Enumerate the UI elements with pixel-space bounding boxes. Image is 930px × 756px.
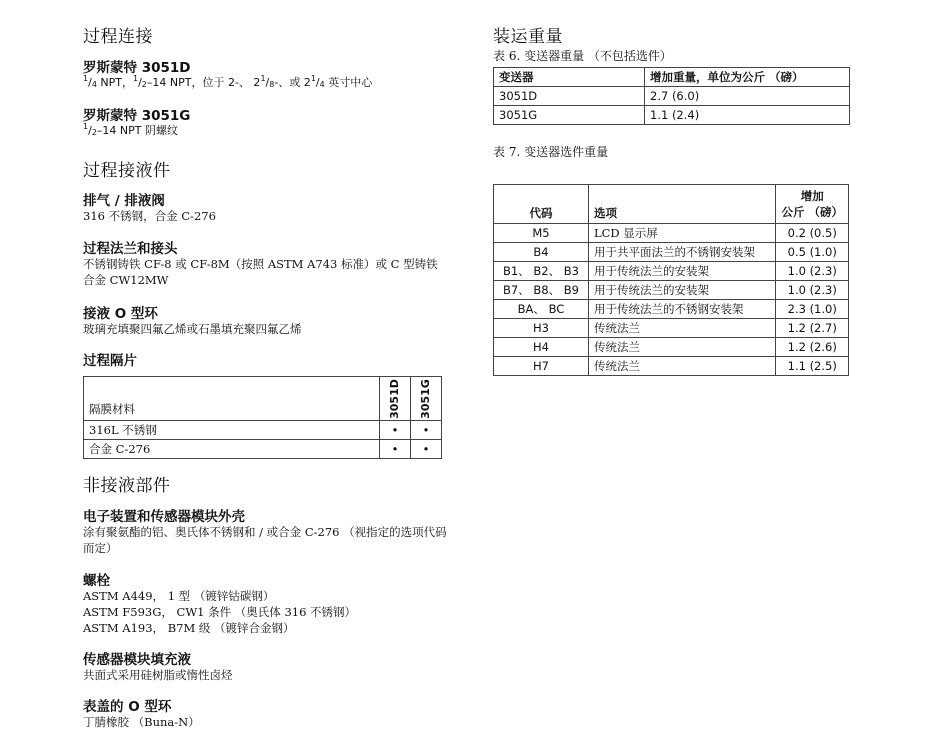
weight-cell: 1.2 (2.7) xyxy=(776,319,849,338)
option-cell: 用于传统法兰的不锈钢安装架 xyxy=(589,300,776,319)
option-header: 选项 xyxy=(589,185,776,224)
material-cell: 合金 C-276 xyxy=(84,440,380,459)
diaphragm-material-header: 隔膜材料 xyxy=(84,377,380,421)
table-header-row xyxy=(494,185,849,224)
wetted-parts-heading: 过程接液件 xyxy=(83,161,171,181)
code-header: 代码 xyxy=(494,185,589,224)
3051d-connection-text: $^1/_4$ NPT，$^1/_2-14$ NPT，位于 2-、 $2^1/_8-$、或 $2^1/_4$ 英寸中心 xyxy=(83,74,373,89)
3051g-connection-text: $^1/_2-14$ NPT 阴螺纹 xyxy=(83,122,178,137)
3051g-heading: 罗斯蒙特 3051G xyxy=(83,108,191,124)
weight-cell: 1.2 (2.6) xyxy=(776,338,849,357)
option-cell: 传统法兰 xyxy=(589,319,776,338)
option-cell: 用于传统法兰的安装架 xyxy=(589,262,776,281)
option-cell: LCD 显示屏 xyxy=(589,224,776,243)
shipping-weight-heading: 装运重量 xyxy=(493,27,563,47)
table-row xyxy=(494,300,849,319)
bullet-cell: • xyxy=(380,440,411,459)
housing-text: 涂有聚氨酯的铝、奥氏体不锈钢和 / 或合金 C-276 （视指定的选项代码而定） xyxy=(83,525,447,555)
code-cell: BA、 BC xyxy=(494,300,589,319)
process-connection-heading: 过程连接 xyxy=(83,27,153,47)
bullet-cell: • xyxy=(380,421,411,440)
table-header-row xyxy=(494,68,850,87)
transmitter-cell: 3051D xyxy=(494,87,645,106)
flange-text: 不锈钢铸铁 CF-8 或 CF-8M（按照 ASTM A743 标准）或 C 型铸铁合金 CW12MW xyxy=(83,257,438,287)
bolt-line: ASTM A449， 1 型 （镀锌钴碳钢） xyxy=(83,589,275,603)
non-wetted-heading: 非接液部件 xyxy=(83,476,171,496)
option-cell: 用于共平面法兰的不锈钢安装架 xyxy=(589,243,776,262)
table-row xyxy=(494,106,850,125)
table-header-row xyxy=(84,377,442,421)
weight-cell: 2.3 (1.0) xyxy=(776,300,849,319)
3051g-column-header: 3051G xyxy=(411,377,442,421)
table-row xyxy=(84,440,442,459)
3051d-heading: 罗斯蒙特 3051D xyxy=(83,60,191,76)
fill-fluid-text: 共面式采用硅树脂或惰性卤烃 xyxy=(83,668,233,682)
weight-cell: 1.0 (2.3) xyxy=(776,262,849,281)
cover-oring-heading: 表盖的 O 型环 xyxy=(83,699,172,715)
code-cell: B7、 B8、 B9 xyxy=(494,281,589,300)
code-cell: H3 xyxy=(494,319,589,338)
vent-drain-text: 316 不锈钢，合金 C-276 xyxy=(83,209,216,223)
bullet-cell: • xyxy=(411,421,442,440)
wetted-oring-heading: 接液 O 型环 xyxy=(83,306,158,322)
table6-caption: 表 6. 变送器重量 （不包括选件） xyxy=(493,49,672,63)
table-row xyxy=(494,281,849,300)
code-cell: M5 xyxy=(494,224,589,243)
added-kg-header: 增加 公斤 （磅） xyxy=(776,185,849,224)
table-row xyxy=(494,262,849,281)
transmitter-weight-table xyxy=(493,67,850,125)
bolt-line: ASTM F593G， CW1 条件 （奥氏体 316 不锈钢） xyxy=(83,605,357,619)
option-cell: 用于传统法兰的安装架 xyxy=(589,281,776,300)
diaphragm-heading: 过程隔片 xyxy=(83,353,137,369)
housing-heading: 电子装置和传感器模块外壳 xyxy=(83,509,245,525)
option-cell: 传统法兰 xyxy=(589,338,776,357)
diaphragm-table xyxy=(83,376,442,459)
code-cell: H7 xyxy=(494,357,589,376)
weight-cell: 0.5 (1.0) xyxy=(776,243,849,262)
code-cell: B1、 B2、 B3 xyxy=(494,262,589,281)
code-cell: B4 xyxy=(494,243,589,262)
cover-oring-text: 丁腈橡胶 （Buna-N） xyxy=(83,715,200,729)
table-row xyxy=(494,357,849,376)
3051d-column-header: 3051D xyxy=(380,377,411,421)
flange-heading: 过程法兰和接头 xyxy=(83,241,178,257)
material-cell: 316L 不锈钢 xyxy=(84,421,380,440)
bolt-line: ASTM A193， B7M 级 （镀锌合金钢） xyxy=(83,621,295,635)
bolts-heading: 螺栓 xyxy=(83,573,110,589)
added-weight-header: 增加重量，单位为公斤 （磅） xyxy=(645,68,850,87)
transmitter-cell: 3051G xyxy=(494,106,645,125)
fill-fluid-heading: 传感器模块填充液 xyxy=(83,652,191,668)
weight-cell: 1.1 (2.4) xyxy=(645,106,850,125)
table-row xyxy=(494,87,850,106)
option-cell: 传统法兰 xyxy=(589,357,776,376)
wetted-oring-text: 玻璃充填聚四氟乙烯或石墨填充聚四氟乙烯 xyxy=(83,322,302,336)
table7-caption: 表 7. 变送器选件重量 xyxy=(493,145,609,159)
code-cell: H4 xyxy=(494,338,589,357)
table-row xyxy=(494,224,849,243)
transmitter-header: 变送器 xyxy=(494,68,645,87)
option-weight-table xyxy=(493,184,849,376)
weight-cell: 1.1 (2.5) xyxy=(776,357,849,376)
bullet-cell: • xyxy=(411,440,442,459)
table-row xyxy=(84,421,442,440)
weight-cell: 1.0 (2.3) xyxy=(776,281,849,300)
vent-drain-heading: 排气 / 排液阀 xyxy=(83,193,165,209)
table-row xyxy=(494,338,849,357)
weight-cell: 2.7 (6.0) xyxy=(645,87,850,106)
table-row xyxy=(494,243,849,262)
weight-cell: 0.2 (0.5) xyxy=(776,224,849,243)
table-row xyxy=(494,319,849,338)
